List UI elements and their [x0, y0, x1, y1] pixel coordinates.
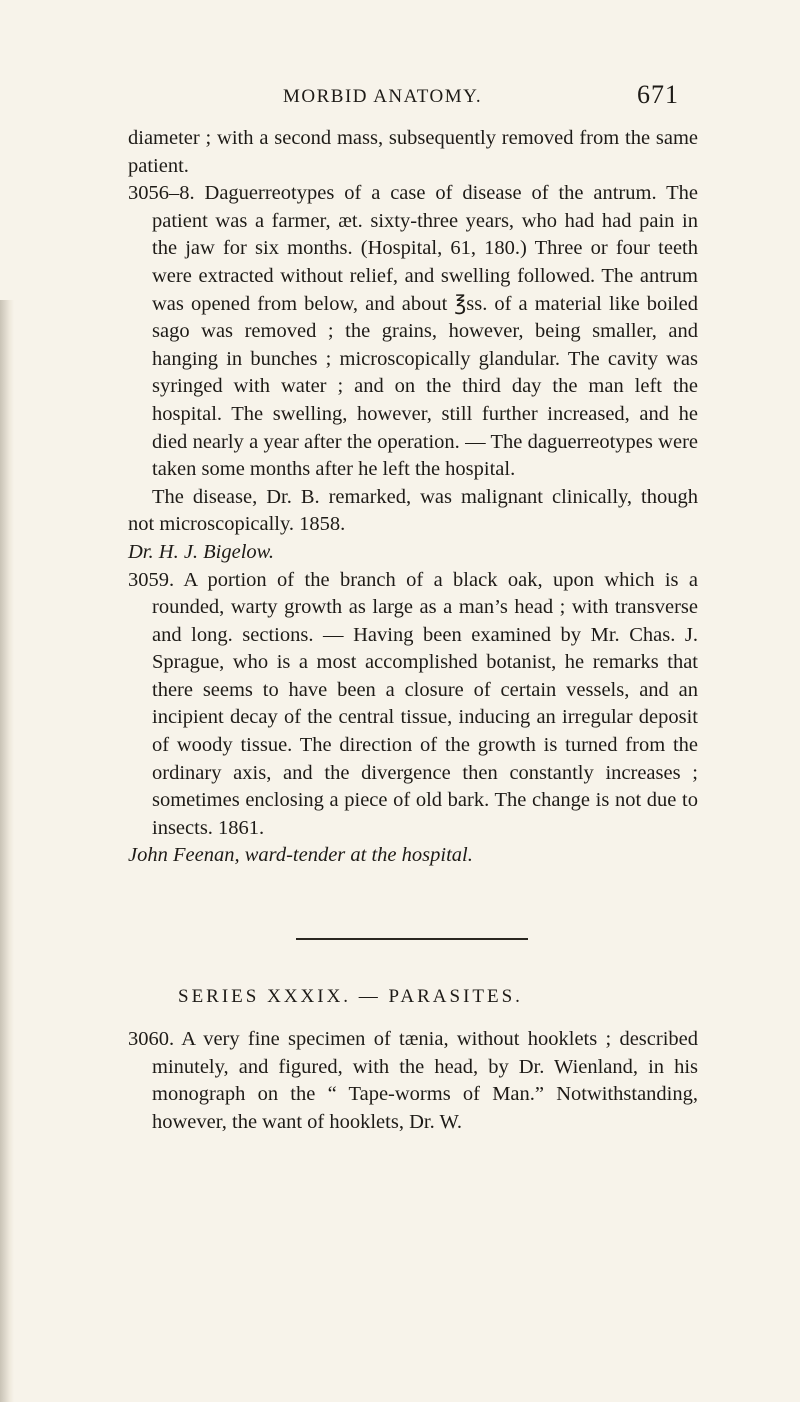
- catalogue-entries: [128, 125, 698, 870]
- entry-3060: 3060. A very fine specimen of tænia, without hooklets ; described minutely, and figured, with the head, by Dr. Wienland, in his monograph on the “ Tape-worms of Man.” Notwithstanding, however, the want of hooklets, Dr. W.: [128, 1028, 698, 1133]
- series-heading: SERIES XXXIX. — PARASITES.: [178, 986, 523, 1007]
- section-divider: [296, 938, 528, 940]
- page-gutter-shadow: [0, 300, 14, 1402]
- entry-3056-8-remark: The disease, Dr. B. remarked, was malignant clinically, though not microscopically. 1858.: [128, 485, 698, 536]
- entry-continuation: diameter ; with a second mass, subsequently removed from the same patient.: [128, 127, 698, 177]
- entry-3056-8: 3056–8. Daguerreotypes of a case of disease of the antrum. The patient was a farmer, æt. sixty-three years, who had had pain in the jaw for six months. (Hospital, 61, 180.) Three or four teeth were extracted without relief, and swelling followed. The antrum was opened from below, and about ℥ss. of a material like boiled sago was removed ; the grains, however, being smaller, and hanging in bunches ; microscopically glandular. The cavity was syringed with water ; and on the third day the man left the hospital. The swelling, however, still further increased, and he died nearly a year after the operation. — The daguerreotypes were taken some months after he left the hospital.: [128, 182, 698, 481]
- signature-feenan: John Feenan, ward-tender at the hospital.: [128, 844, 473, 867]
- parasites-entries: [128, 1026, 698, 1136]
- signature-bigelow: Dr. H. J. Bigelow.: [128, 540, 274, 563]
- page-number: 671: [637, 80, 679, 109]
- running-title: MORBID ANATOMY.: [283, 86, 483, 107]
- entry-3059: 3059. A portion of the branch of a black oak, upon which is a rounded, warty growth as large as a man’s head ; with transverse and long. sections. — Having been examined by Mr. Chas. J. Sprague, who is a most accomplished botanist, he remarks that there seems to have been a closure of certain vessels, and an incipient decay of the central tissue, inducing an irregular deposit of woody tissue. The direction of the growth is turned from the ordinary axis, and the divergence then constantly increases ; sometimes enclosing a piece of old bark. The change is not due to insects. 1861.: [128, 568, 698, 839]
